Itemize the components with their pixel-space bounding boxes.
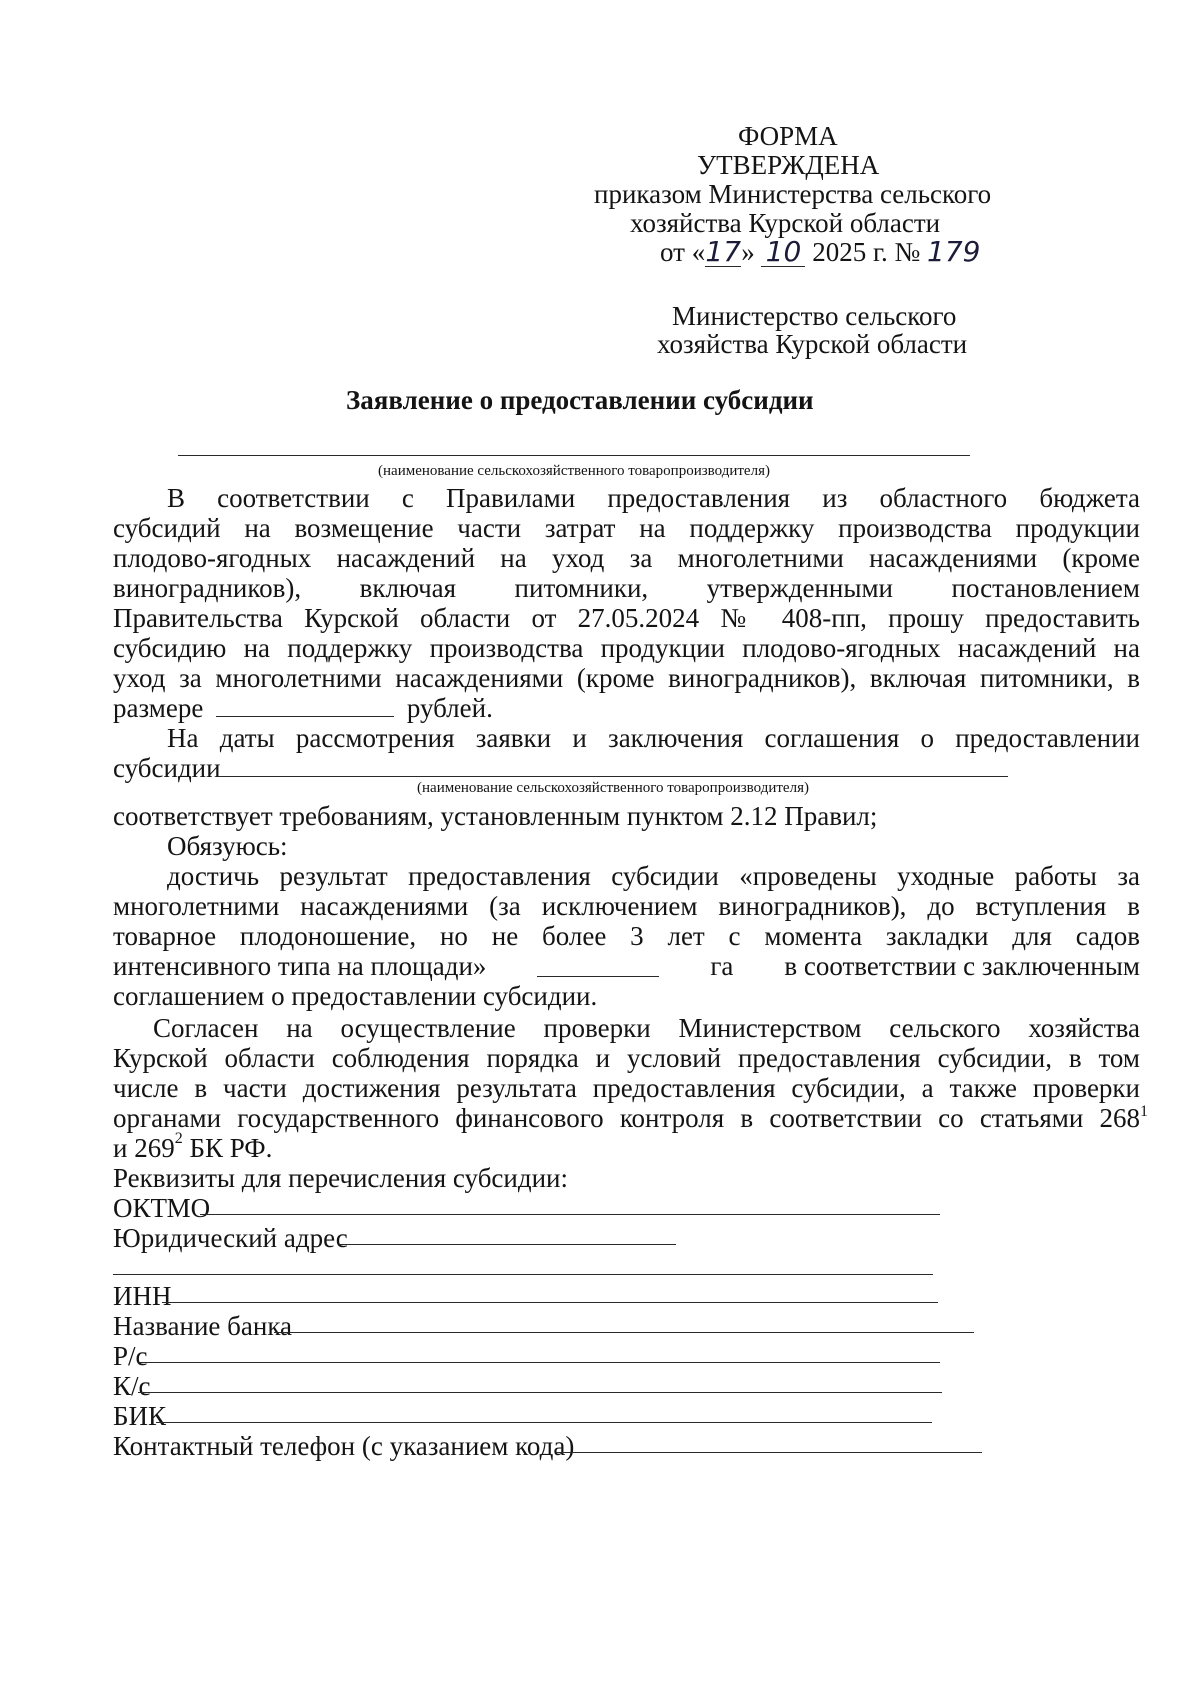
p4-last-b: БК РФ. [182, 1133, 273, 1163]
p2-line-1: На даты рассмотрения заявки и заключения соглашения о предоставлении [167, 723, 1140, 753]
oktmo-label: ОКТМО [113, 1193, 211, 1223]
legal-address-field [340, 1244, 676, 1245]
p2-line-2 [113, 752, 221, 784]
p1-line-1: В соответствии с Правилами предоставления из областного бюджета [167, 483, 1140, 513]
p4-line-4-text: органами государственного финансового контроля в соответствии со статьями 268 [113, 1103, 1140, 1133]
requisites-heading: Реквизиты для перечисления субсидии: [113, 1163, 569, 1193]
p4-line-2: Курской области соблюдения порядка и условий предоставления субсидии, в том [113, 1043, 1140, 1073]
bik-label: БИК [113, 1401, 167, 1431]
p1-line-6: субсидию на поддержку производства продукции плодово-ягодных насаждений на [113, 633, 1140, 663]
p2-producer-name-field [218, 776, 1008, 777]
date-month-handwritten: 10 [761, 238, 805, 267]
approval-approved-label: УТВЕРЖДЕНА [697, 150, 880, 180]
rs-field [138, 1362, 940, 1363]
rs-label: Р/с [113, 1341, 148, 1371]
p2-prefix: субсидии [113, 753, 221, 783]
phone-field [556, 1452, 982, 1453]
area-prefix: интенсивного типа на площади» [113, 951, 487, 981]
subsidy-amount-field [216, 694, 394, 717]
bank-label: Название банка [113, 1311, 293, 1341]
date-mid: » [741, 237, 762, 267]
p2-producer-caption: (наименование сельскохозяйственного товаропроизводителя) [417, 780, 809, 796]
area-unit: га [710, 951, 734, 981]
p3-last-line: соглашением о предоставлении субсидии. [113, 981, 598, 1011]
addressee-line-2: хозяйства Курской области [657, 329, 968, 359]
p4-line-3: числе в части достижения результата предоставления субсидии, а также проверки [113, 1073, 1140, 1103]
area-field [537, 954, 659, 977]
ks-label: К/с [113, 1371, 151, 1401]
obligation-label: Обязуюсь: [167, 831, 288, 861]
approval-date-line [660, 236, 980, 268]
subsidy-amount-line [113, 692, 493, 724]
p4-last-line [113, 1132, 272, 1164]
approval-order-line: приказом Министерства сельского [594, 179, 992, 209]
phone-label: Контактный телефон (с указанием кода) [113, 1431, 575, 1461]
p4-line-4 [113, 1102, 1140, 1134]
approval-ministry-line: хозяйства Курской области [630, 208, 941, 238]
p4-last-a: и 269 [113, 1133, 175, 1163]
inn-field [162, 1302, 938, 1303]
p1-line-7: уход за многолетними насаждениями (кроме виноградников), включая питомники, в [113, 663, 1140, 693]
ks-field [138, 1392, 942, 1393]
area-suffix: в соответствии с заключенным [784, 951, 1140, 981]
p1-line-5: Правительства Курской области от 27.05.2024 № 408-пп, прошу предоставить [113, 603, 1140, 633]
order-number-handwritten: 179 [927, 235, 981, 268]
legal-address-field-continued [113, 1274, 933, 1275]
oktmo-field [200, 1214, 940, 1215]
addressee-line-1: Министерство сельского [672, 301, 957, 331]
producer-name-field [178, 455, 970, 456]
p1-line-2: субсидий на возмещение части затрат на поддержку производства продукции [113, 513, 1140, 543]
date-year: 2025 г. № [805, 237, 927, 267]
p2-line-3: соответствует требованиям, установленным пунктом 2.12 Правил; [113, 801, 878, 831]
p3-line-3: товарное плодоношение, но не более 3 лет с момента закладки для садов [113, 921, 1140, 951]
document-title: Заявление о предоставлении субсидии [346, 385, 814, 415]
legal-address-label: Юридический адрес [113, 1223, 348, 1253]
approval-form-label: ФОРМА [738, 121, 838, 151]
date-day-handwritten: 17 [705, 235, 742, 268]
p3-line-2: многолетними насаждениями (за исключением виноградников), до вступления в [113, 891, 1140, 921]
amount-suffix: рублей. [406, 693, 493, 723]
date-prefix: от « [660, 237, 706, 267]
p4-sup-2: 2 [174, 1130, 183, 1147]
p4-line-1: Согласен на осуществление проверки Министерством сельского хозяйства [153, 1013, 1140, 1043]
bank-field [274, 1332, 974, 1333]
producer-name-caption: (наименование сельскохозяйственного товаропроизводителя) [378, 463, 770, 479]
p3-line-1: достичь результат предоставления субсидии «проведены уходные работы за [167, 861, 1140, 891]
p1-line-4: виноградников), включая питомники, утвержденными постановлением [113, 573, 1140, 603]
bik-field [156, 1422, 932, 1423]
inn-label: ИНН [113, 1281, 172, 1311]
p3-area-line [113, 950, 1140, 982]
p4-sup-1: 1 [1140, 1103, 1148, 1120]
amount-prefix: размере [113, 693, 204, 723]
p1-line-3: плодово-ягодных насаждений на уход за многолетними насаждениями (кроме [113, 543, 1140, 573]
